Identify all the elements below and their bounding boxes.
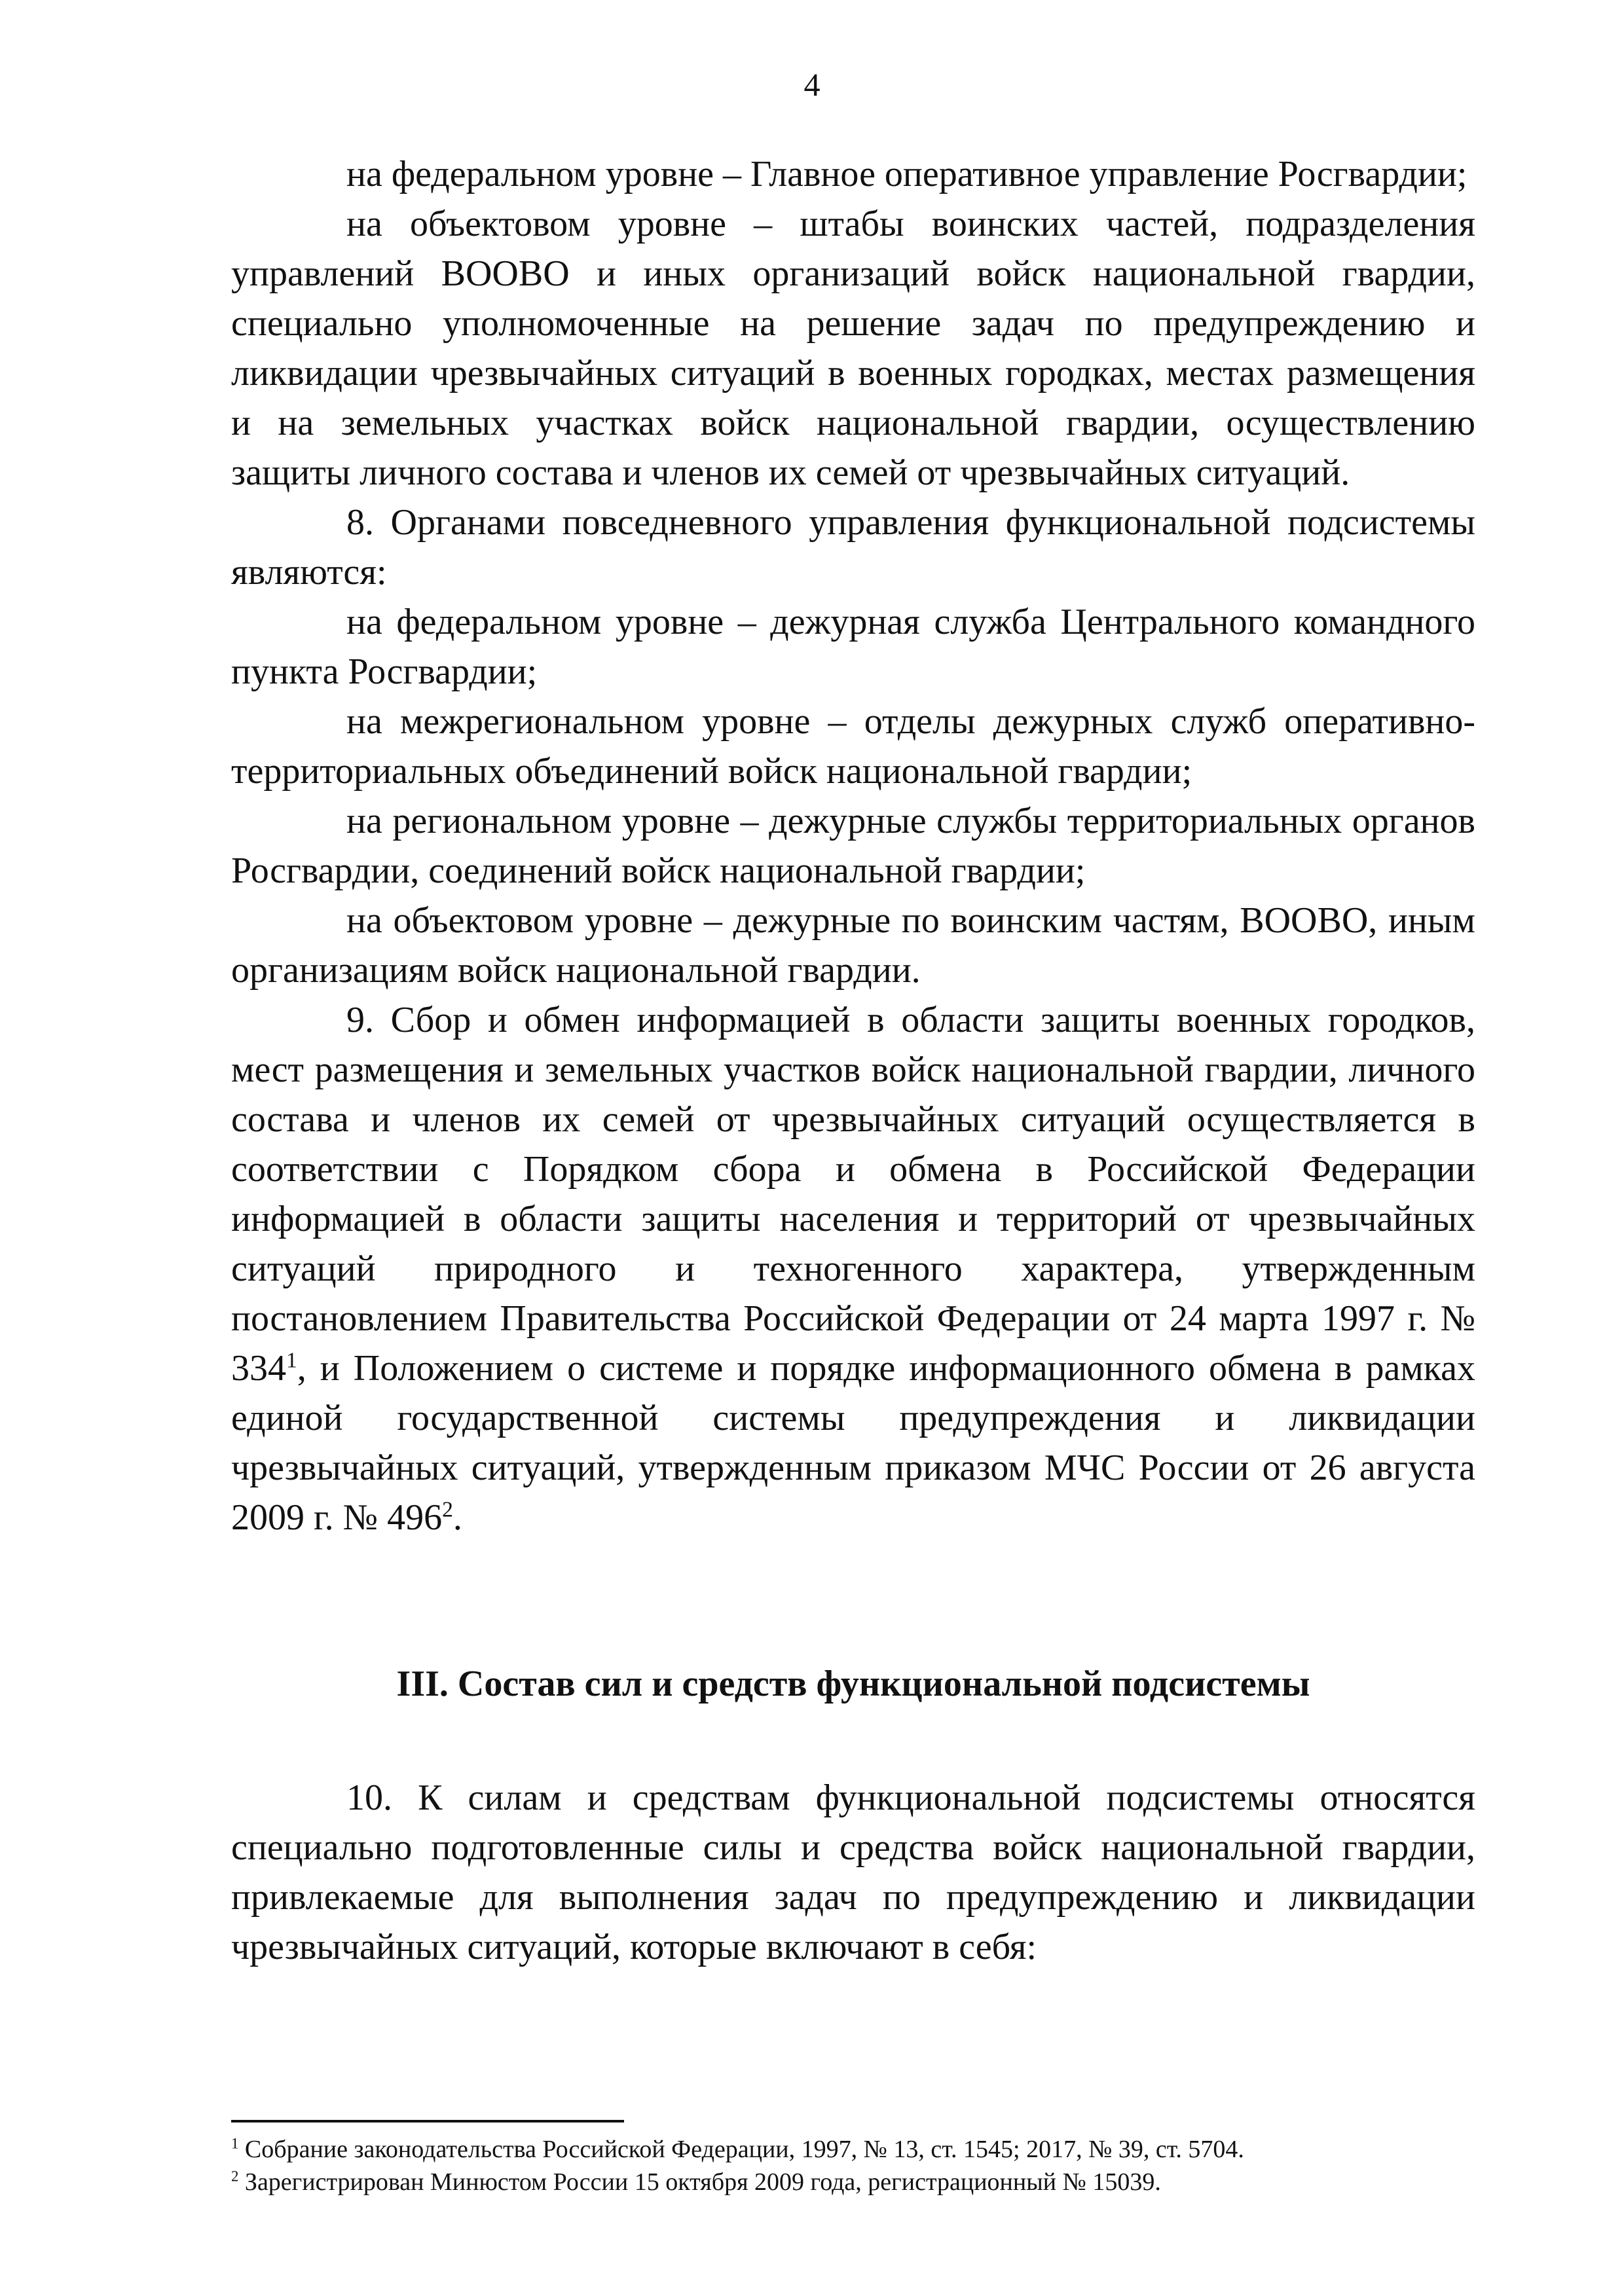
paragraph-9-part3: .	[452, 1497, 462, 1538]
footnote-2-text: Зарегистрирован Минюстом России 15 октября 2009 года, регистрационный № 15039.	[238, 2168, 1161, 2196]
footnote-ref-1: 1	[286, 1348, 297, 1373]
footnote-ref-2: 2	[442, 1497, 453, 1522]
footnote-divider	[231, 2120, 624, 2123]
paragraph-9	[231, 995, 1475, 1542]
footnote-1-text: Собрание законодательства Российской Федерации, 1997, № 13, ст. 1545; 2017, № 39, ст. 5704.	[238, 2136, 1244, 2163]
body-text-block-2	[231, 1773, 1475, 1972]
footnotes	[231, 2133, 1475, 2198]
section-heading: III. Состав сил и средств функциональной подсистемы	[396, 1664, 1310, 1704]
footnote-2	[231, 2166, 1475, 2198]
body-text-block	[231, 149, 1475, 1542]
paragraph-10: 10. К силам и средствам функциональной подсистемы относятся специально подготовленные силы и средства войск национальной гвардии, привлекаемые для выполнения задач по предупреждению и ликвидации чрезвычайных ситуаций, которые включают в себя:	[231, 1777, 1475, 1967]
page-number: 4	[803, 66, 821, 103]
paragraph-9-part2: , и Положением о системе и порядке информационного обмена в рамках единой государственной системы предупреждения и ликвидации чрезвычайных ситуаций, утвержденным приказом МЧС России от 26 августа 2009 г. № 496	[231, 1348, 1475, 1538]
paragraph-8: 8. Органами повседневного управления функциональной подсистемы являются:	[231, 502, 1475, 592]
footnote-1	[231, 2133, 1475, 2166]
footnote-1-mark: 1	[231, 2135, 239, 2152]
paragraph-object-level: на объектовом уровне – штабы воинских частей, подразделения управлений ВООВО и иных организаций войск национальной гвардии, специально уполномоченные на решение задач по предупреждению и ликвидации чрезвычайных ситуаций в военных городках, местах размещения и на земельных участках войск национальной гвардии, осуществлению защиты личного состава и членов их семей от чрезвычайных ситуаций.	[231, 204, 1475, 493]
paragraph-9-part1: 9. Сбор и обмен информацией в области защиты военных городков, мест размещения и земельных участков войск национальной гвардии, личного состава и членов их семей от чрезвычайных ситуаций осуществляется в соответствии с Порядком сбора и обмена в Российской Федерации информацией в области защиты населения и территорий от чрезвычайных ситуаций природного и техногенного характера, утвержденным постановлением Правительства Российской Федерации от 24 марта 1997 г. № 334	[231, 1000, 1475, 1389]
footnote-2-mark: 2	[231, 2168, 239, 2185]
paragraph-8-federal: на федеральном уровне – дежурная служба Центрального командного пункта Росгвардии;	[231, 602, 1475, 692]
paragraph-8-object: на объектовом уровне – дежурные по воинским частям, ВООВО, иным организациям войск национальной гвардии.	[231, 900, 1475, 991]
paragraph-8-interregional: на межрегиональном уровне – отделы дежурных служб оперативно-территориальных объединений войск национальной гвардии;	[231, 701, 1475, 792]
paragraph-8-regional: на региональном уровне – дежурные службы территориальных органов Росгвардии, соединений войск национальной гвардии;	[231, 801, 1475, 891]
paragraph-federal-level: на федеральном уровне – Главное оперативное управление Росгвардии;	[346, 154, 1467, 194]
